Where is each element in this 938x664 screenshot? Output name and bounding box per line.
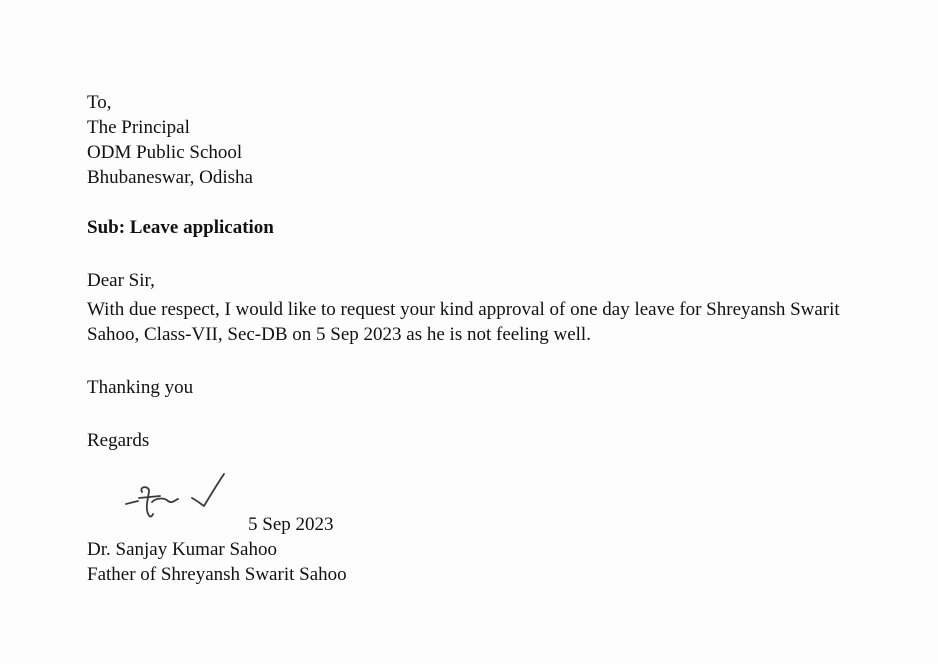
body-line-2: Sahoo, Class-VII, Sec-DB on 5 Sep 2023 as he is not feeling well. (87, 324, 591, 345)
signer-relation: Father of Shreyansh Swarit Sahoo (87, 564, 347, 585)
closing-line: Thanking you (87, 377, 194, 398)
regards-line: Regards (87, 430, 150, 451)
signer-name: Dr. Sanjay Kumar Sahoo (87, 539, 277, 560)
body-line-1: With due respect, I would like to request your kind approval of one day leave for Shreyansh Swarit (87, 299, 840, 320)
recipient-salutation: To, (87, 92, 112, 113)
recipient-title: The Principal (87, 117, 190, 138)
subject-line: Sub: Leave application (87, 217, 274, 238)
handwritten-signature (122, 470, 232, 522)
recipient-city: Bhubaneswar, Odisha (87, 167, 253, 188)
signature-date: 5 Sep 2023 (248, 514, 334, 535)
greeting: Dear Sir, (87, 270, 155, 291)
recipient-school: ODM Public School (87, 142, 243, 163)
